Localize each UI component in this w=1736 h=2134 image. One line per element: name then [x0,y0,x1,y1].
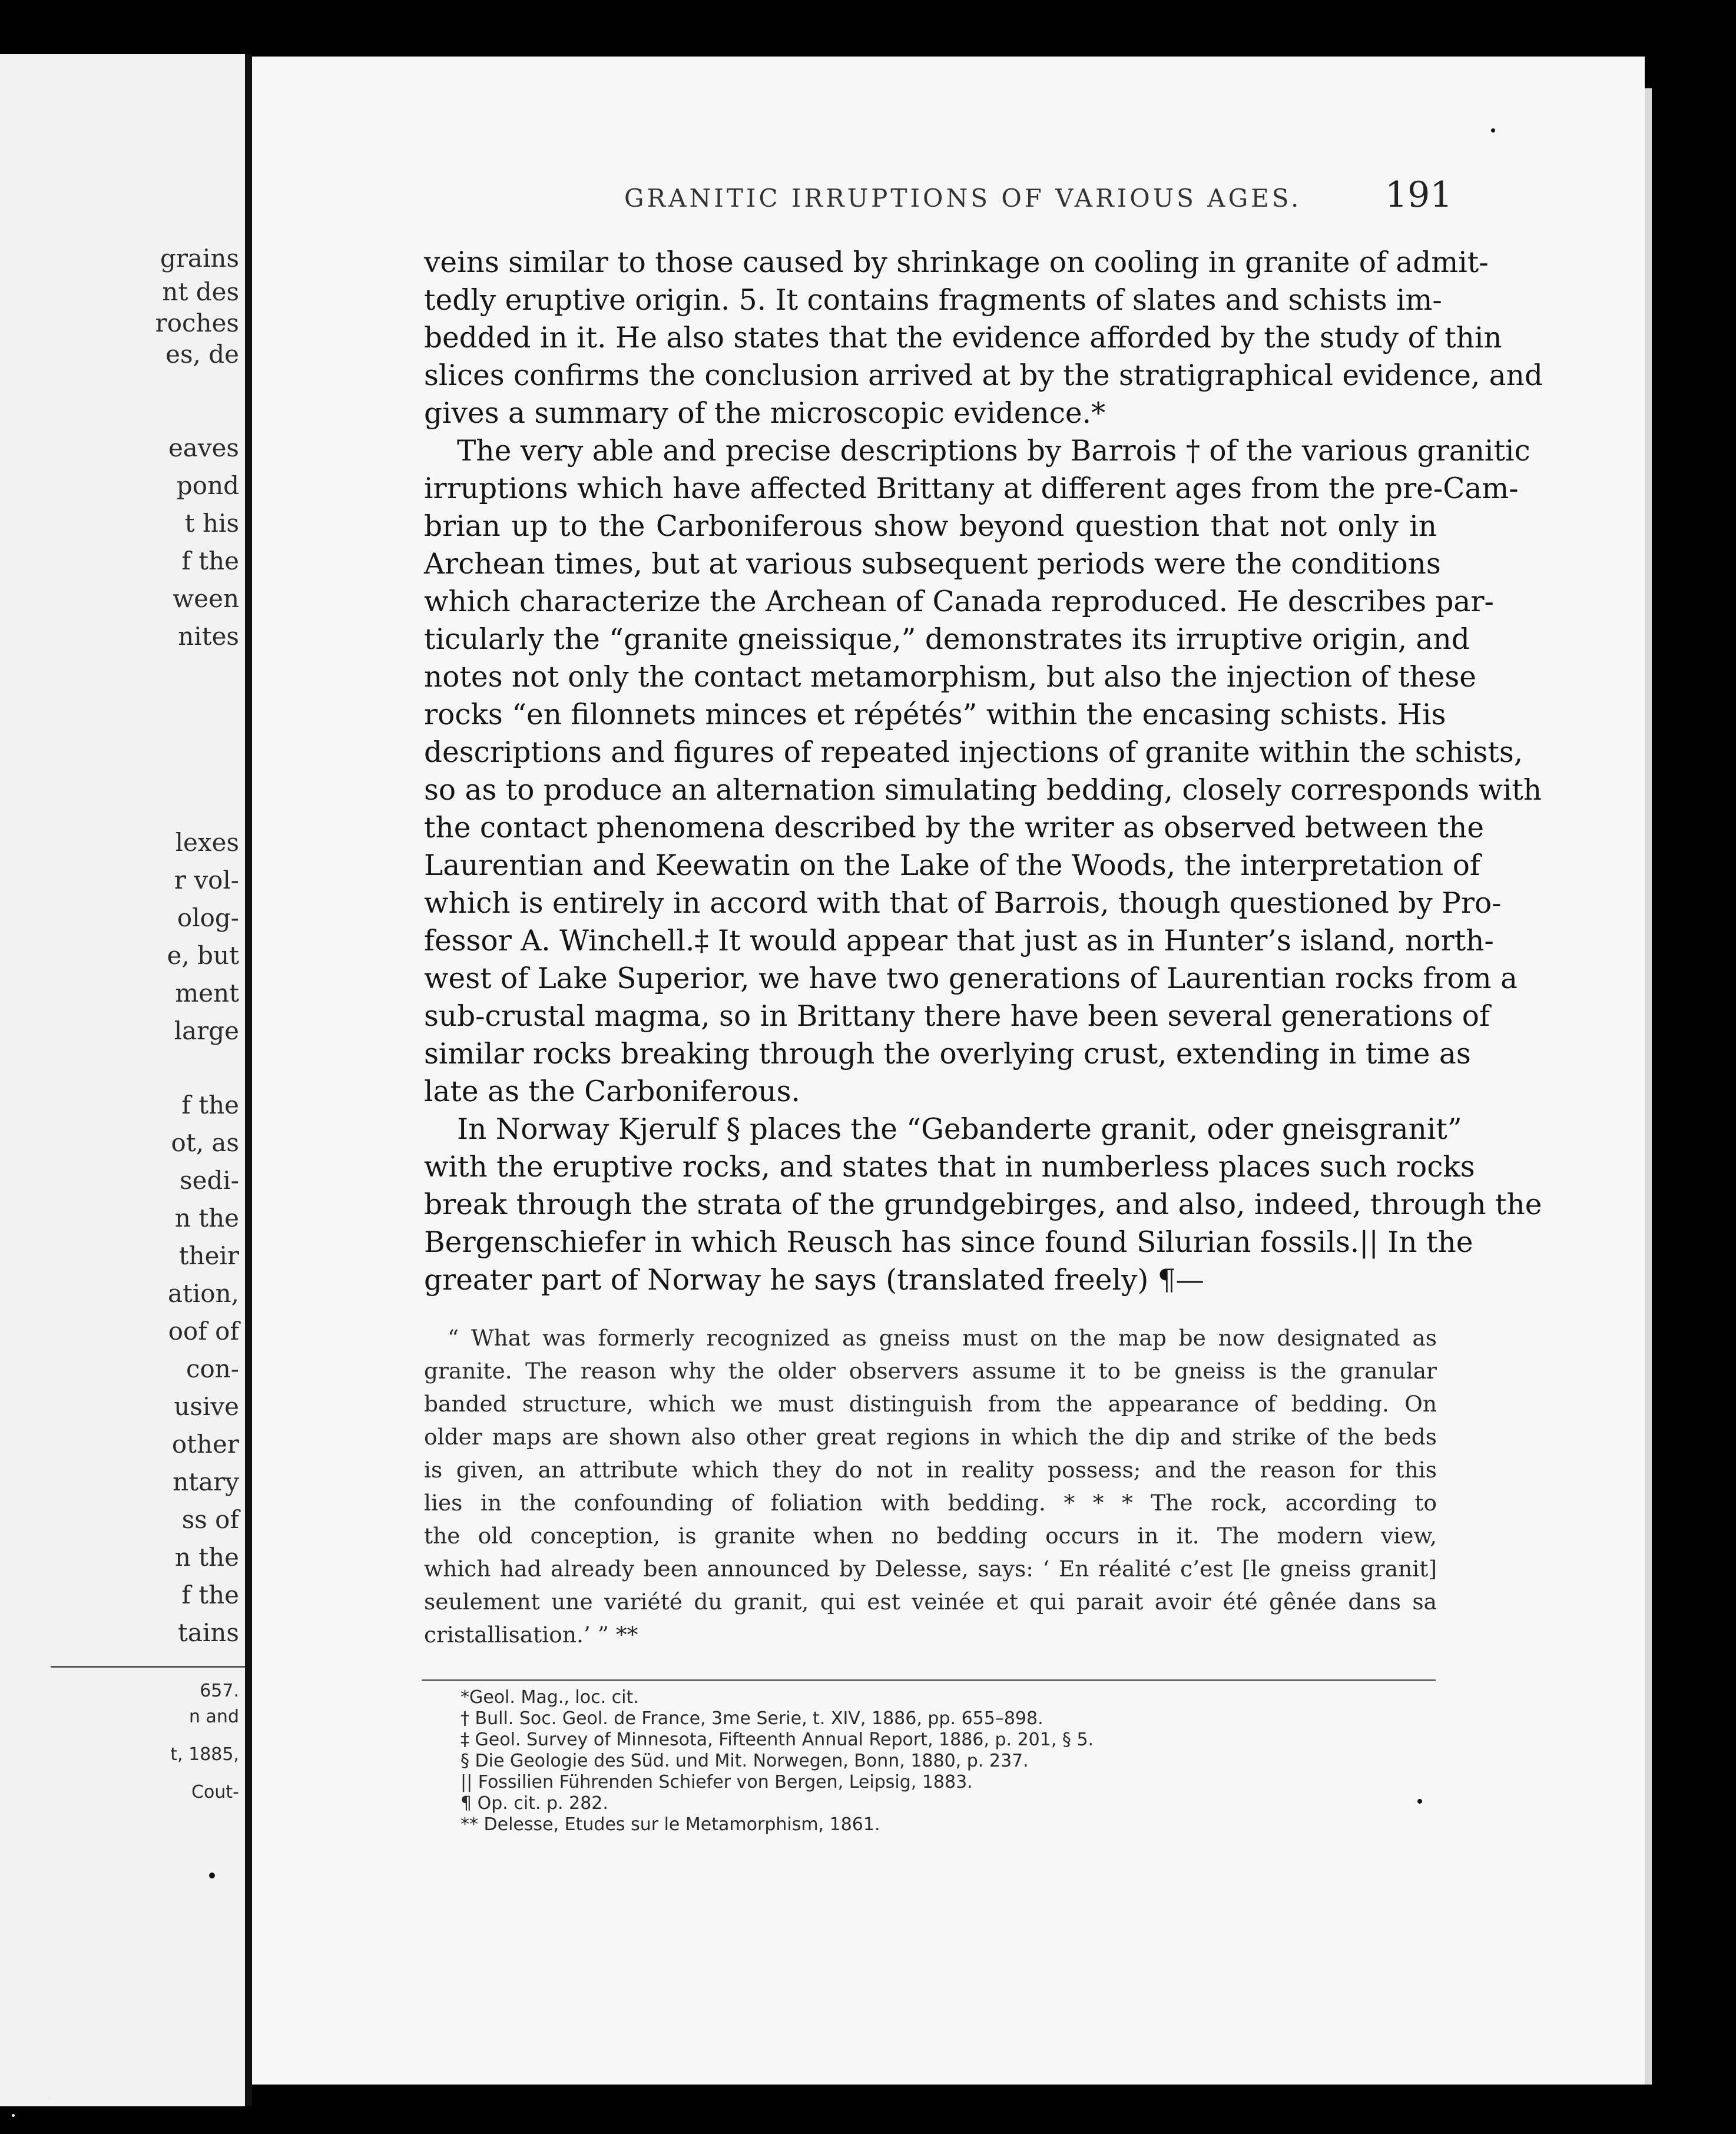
paragraph-start: The very able and precise descriptions by Barrois † of the various granitic [457,435,1530,468]
page-edge [1645,88,1652,2085]
body-line: notes not only the contact metamorphism, but also the injection of these [424,661,1476,694]
body-line: irruptions which have affected Brittany at different ages from the pre-Cam- [424,472,1519,505]
scan-speck [47,2096,51,2100]
left-fragment: pond [176,471,239,500]
left-fragment: large [174,1016,239,1045]
left-fragment: roches [155,309,239,337]
body-line: which characterize the Archean of Canada reproduced. He describes par- [424,585,1494,618]
left-fragment: nites [178,622,239,651]
scan-speck [209,1873,215,1878]
body-line: slices confirms the conclusion arrived at by the stratigraphical evidence, and [424,359,1543,392]
quote-line: granite. The reason why the older observers assume it to be gneiss is the granular [424,1358,1437,1384]
body-line: Archean times, but at various subsequent periods were the conditions [424,548,1441,581]
left-fragment: eaves [168,433,239,462]
quote-line: which had already been announced by Delesse, says: ‘ En réalité c’est [le gneiss granit] [424,1556,1437,1582]
left-fragment: f the [181,546,239,575]
left-fragment: n the [174,1204,239,1232]
footnote: ¶ Op. cit. p. 282. [460,1793,608,1814]
body-line: fessor A. Winchell.‡ It would appear that just as in Hunter’s island, north- [424,924,1494,957]
left-fragment: nt des [162,277,239,306]
body-line: so as to produce an alternation simulating bedding, closely corresponds with [424,774,1542,807]
left-fragment: usive [174,1392,239,1421]
body-line: brian up to the Carboniferous show beyond question that not only in [424,510,1437,543]
body-line: the contact phenomena described by the writer as observed between the [424,811,1485,844]
body-line: veins similar to those caused by shrinkage on cooling in granite of admit- [424,246,1489,279]
body-line: west of Lake Superior, we have two generations of Laurentian rocks from a [424,962,1518,995]
left-page [0,54,245,2106]
left-footnote-rule [51,1666,245,1668]
body-line: ticularly the “granite gneissique,” demonstrates its irruptive origin, and [424,623,1470,656]
body-line: descriptions and figures of repeated injections of granite within the schists, [424,736,1523,769]
left-footnote-fragment: n and [189,1706,239,1727]
quote-line: is given, an attribute which they do not in reality possess; and the reason for this [424,1457,1437,1483]
body-line: Bergenschiefer in which Reusch has since found Silurian fossils.|| In the [424,1226,1473,1259]
left-fragment: olog- [177,903,239,932]
footnote: § Die Geologie des Süd. und Mit. Norwegen, Bonn, 1880, p. 237. [460,1751,1029,1771]
footnote: † Bull. Soc. Geol. de France, 3me Serie, t. XIV, 1886, pp. 655–898. [460,1708,1043,1729]
footnote: *Geol. Mag., loc. cit. [460,1687,639,1708]
scan-speck [1491,128,1495,132]
quote-line: lies in the confounding of foliation with bedding. * * * The rock, according to [424,1490,1437,1516]
left-fragment: f the [181,1580,239,1609]
body-line: Laurentian and Keewatin on the Lake of the Woods, the interpretation of [424,849,1480,882]
body-line: bedded in it. He also states that the evidence afforded by the study of thin [424,322,1502,354]
left-footnote-fragment: Cout- [191,1782,239,1802]
scan-speck [1417,1799,1422,1804]
left-fragment: r vol- [174,866,239,894]
left-fragment: other [171,1430,239,1459]
left-fragment: ntary [173,1467,239,1496]
body-line: gives a summary of the microscopic evidence.* [424,397,1106,430]
body-line: tedly eruptive origin. 5. It contains fragments of slates and schists im- [424,284,1442,317]
left-fragment: ation, [167,1279,239,1308]
body-line: late as the Carboniferous. [424,1075,800,1108]
left-fragment: sedi- [180,1166,239,1195]
paragraph-start: In Norway Kjerulf § places the “Gebanderte granit, oder gneisgranit” [457,1113,1462,1146]
left-fragment: e, but [167,941,239,970]
body-line: break through the strata of the grundgebirges, and also, indeed, through the [424,1188,1542,1221]
body-line: with the eruptive rocks, and states that in numberless places such rocks [424,1151,1475,1184]
quote-line: banded structure, which we must distinguish from the appearance of bedding. On [424,1391,1437,1417]
left-fragment: lexes [175,828,239,857]
scan-speck [12,2114,15,2117]
left-fragment: n the [174,1543,239,1572]
left-footnote-fragment: t, 1885, [170,1744,239,1765]
quote-line: cristallisation.’ ” ** [424,1622,638,1648]
left-fragment: t his [184,509,239,538]
left-fragment: ween [173,584,239,613]
footnote: || Fossilien Führenden Schiefer von Bergen, Leipsig, 1883. [460,1772,973,1792]
left-fragment: oof of [168,1317,239,1346]
left-footnote-fragment: 657. [200,1681,239,1701]
left-fragment: con- [185,1354,239,1383]
body-line: rocks “en filonnets minces et répétés” within the encasing schists. His [424,698,1446,731]
left-fragment: ss of [181,1505,239,1534]
left-fragment: their [178,1241,239,1270]
quote-line: seulement une variété du granit, qui est veinée et qui parait avoir été gênée dans sa [424,1589,1437,1615]
quote-line: older maps are shown also other great regions in which the dip and strike of the beds [424,1424,1437,1450]
body-line: which is entirely in accord with that of Barrois, though questioned by Pro- [424,887,1502,920]
left-fragment: f the [181,1091,239,1119]
body-line: sub-crustal magma, so in Brittany there have been several generations of [424,1000,1490,1033]
left-fragment: ment [175,979,239,1008]
left-fragment: tains [178,1618,239,1647]
footnote: ** Delesse, Etudes sur le Metamorphism, 1861. [460,1814,880,1835]
running-title: GRANITIC IRRUPTIONS OF VARIOUS AGES. [624,184,1302,213]
body-line: similar rocks breaking through the overlying crust, extending in time as [424,1038,1471,1071]
left-fragment: es, de [165,340,239,369]
footnote: ‡ Geol. Survey of Minnesota, Fifteenth Annual Report, 1886, p. 201, § 5. [460,1729,1094,1750]
body-line: greater part of Norway he says (translated freely) ¶— [424,1264,1205,1297]
left-fragment: grains [160,244,239,273]
page-number: 191 [1385,174,1453,216]
left-fragment: ot, as [171,1128,239,1157]
quote-line: “ What was formerly recognized as gneiss must on the map be now designated as [448,1325,1437,1351]
book-spine [245,54,252,2106]
footnote-rule [422,1679,1436,1681]
quote-line: the old conception, is granite when no bedding occurs in it. The modern view, [424,1523,1437,1549]
